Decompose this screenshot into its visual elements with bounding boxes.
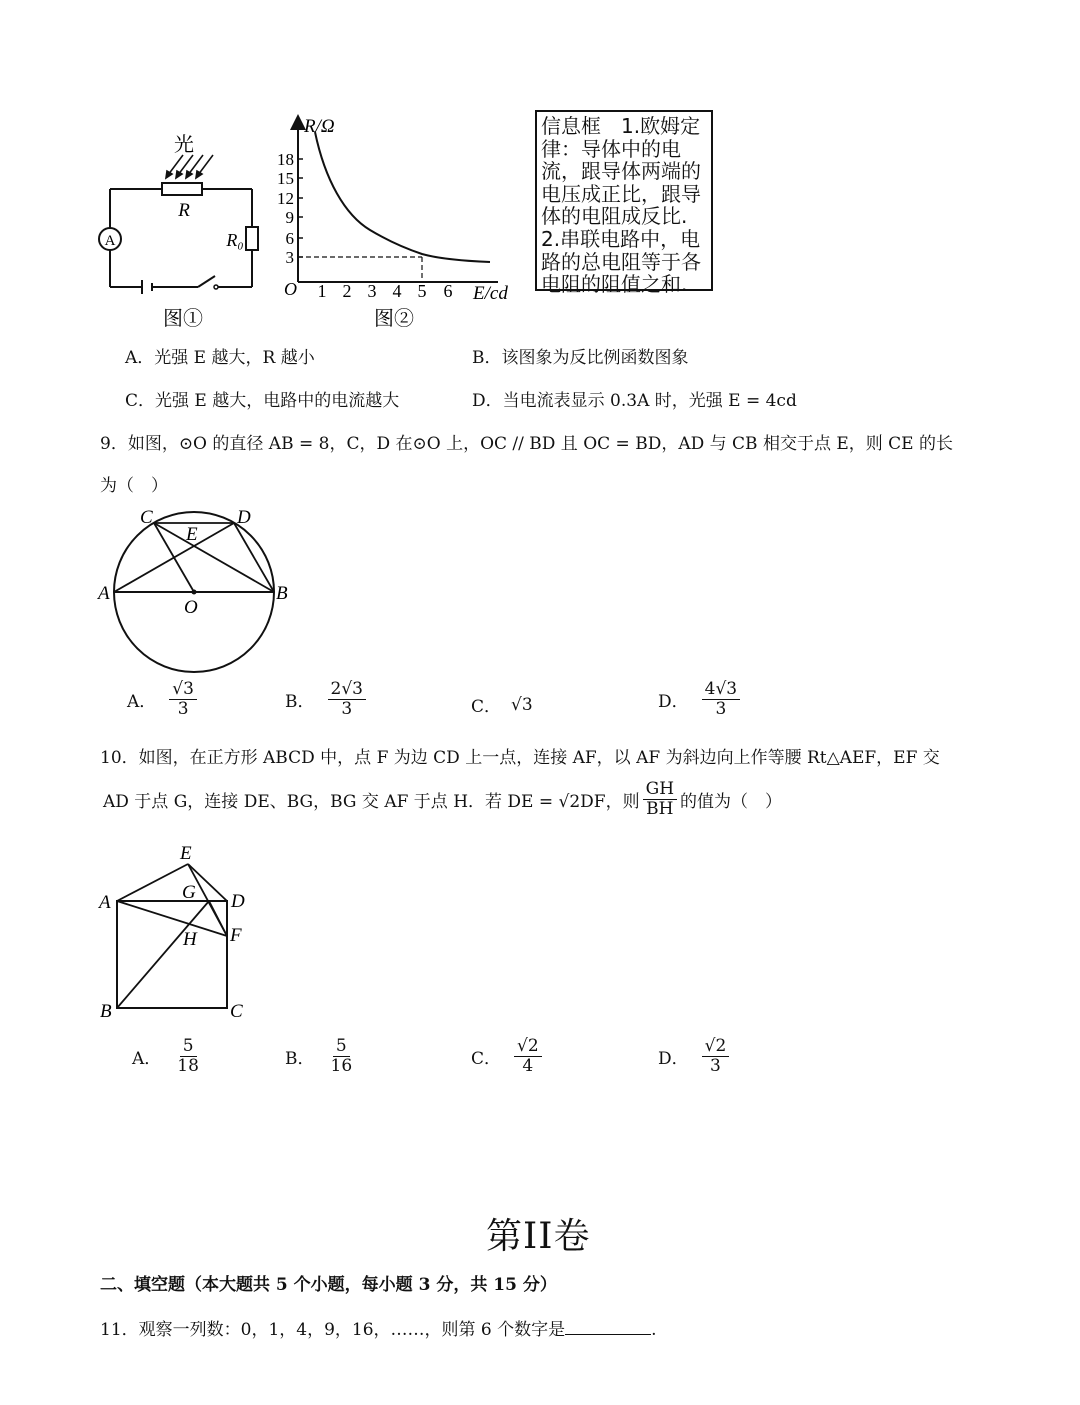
q10-option-a: [132, 1037, 205, 1075]
label-a: A: [98, 583, 110, 604]
section-title: 第II卷: [486, 1216, 591, 1257]
y-tick: 12: [277, 189, 294, 208]
option-letter: D．: [658, 1048, 689, 1069]
x-tick: 2: [342, 281, 352, 301]
option-letter: A．: [132, 1048, 162, 1069]
q8-option-c: C．光强 E 越大，电路中的电流越大: [125, 391, 400, 411]
q10-stem-line1: 10．如图，在正方形 ABCD 中，点 F 为边 CD 上一点，连接 AF，以 AF 为斜边向上作等腰 Rt△AEF，EF 交: [100, 748, 940, 768]
option-denominator: 3: [710, 1055, 721, 1076]
label-d: D: [231, 891, 245, 912]
fixed-resistor: [246, 227, 258, 250]
info-box-text: 信息框 1.欧姆定律：导体中的电流，跟导体两端的电压成正比，跟导体的电阻成反比. 2.串联电路中，电路的总电阻等于各电阻的阻值之和.: [541, 114, 701, 297]
segment-bg: [117, 901, 209, 1008]
option-letter: C．: [471, 697, 502, 717]
option-denominator: 3: [341, 698, 353, 719]
option-letter: B．: [285, 691, 315, 712]
q9-option-c: [471, 692, 533, 717]
label-h: H: [183, 929, 197, 950]
ammeter-label: A: [104, 233, 116, 249]
label-a: A: [99, 892, 111, 913]
option-denominator: 18: [177, 1055, 199, 1076]
label-b: B: [276, 583, 288, 604]
option-letter: A．: [127, 691, 157, 712]
q10-option-c: [471, 1037, 545, 1075]
q10-option-b: [285, 1037, 358, 1075]
x-tick: 5: [417, 281, 427, 301]
option-numerator: 4√3: [702, 680, 740, 700]
option-denominator: 3: [177, 698, 189, 719]
r-curve: [315, 132, 490, 262]
option-numerator: 5: [180, 1037, 197, 1057]
y-tick: 15: [277, 169, 294, 188]
label-d: D: [237, 507, 251, 528]
y-axis-label: R/Ω: [304, 116, 335, 137]
q11-text: 11．观察一列数：0，1，4，9，16，……，则第 6 个数字是: [100, 1320, 566, 1340]
light-arrows-icon: [166, 155, 213, 178]
light-label: 光: [174, 134, 194, 156]
switch-icon: [198, 276, 215, 287]
r0-label: R₀: [226, 230, 244, 250]
q9-option-d: [658, 680, 743, 718]
ratio-denominator: BH: [646, 798, 674, 819]
fig1-caption: 图①: [163, 308, 203, 330]
y-tick: 3: [285, 248, 294, 267]
label-c: C: [140, 507, 153, 528]
segment-bd: [234, 523, 274, 592]
label-b: B: [100, 1001, 112, 1022]
q9-option-b: [285, 680, 369, 718]
option-letter: C．: [471, 1048, 502, 1069]
q9-stem-line2: 为（ ）: [100, 476, 168, 496]
option-numerator: √2: [702, 1037, 730, 1057]
q10-square-figure: [95, 838, 265, 1023]
x-tick: 1: [317, 281, 327, 301]
x-tick: 3: [367, 281, 377, 301]
q11-stem: [100, 1315, 657, 1340]
option-numerator: √2: [514, 1037, 542, 1057]
q9-option-a: [127, 680, 200, 718]
q8-option-b: B．该图象为反比例函数图象: [472, 348, 689, 368]
option-letter: D．: [658, 691, 689, 712]
square-abcd: [117, 901, 227, 1008]
circuit-figure: [95, 130, 270, 330]
option-numerator: √3: [169, 680, 197, 700]
chord-cb: [154, 523, 274, 592]
info-box: [535, 110, 713, 297]
label-g: G: [182, 882, 196, 903]
x-tick: 4: [392, 281, 402, 301]
photoresistor: [162, 183, 202, 195]
label-e: E: [186, 524, 198, 545]
label-o: O: [184, 597, 198, 618]
origin-label: O: [284, 279, 297, 299]
q10-stem-line2: [103, 780, 782, 818]
q9-circle-figure: [95, 502, 295, 682]
option-denominator: 4: [522, 1055, 534, 1076]
section-heading: 二、填空题（本大题共 5 个小题，每小题 3 分，共 15 分）: [100, 1275, 557, 1295]
option-numerator: 5: [333, 1037, 350, 1057]
answer-blank[interactable]: [565, 1320, 651, 1335]
r-label: R: [178, 200, 190, 221]
q8-option-d: D．当电流表显示 0.3A 时，光强 E = 4cd: [472, 391, 797, 411]
q10-line2-pre: AD 于点 G，连接 DE、BG，BG 交 AF 于点 H．若 DE = √2DF，则: [103, 791, 640, 812]
option-numerator: 2√3: [328, 680, 366, 700]
option-value: √3: [511, 694, 533, 715]
x-axis-label: E/cd: [473, 283, 508, 304]
resistance-graph: [270, 110, 525, 332]
label-c: C: [230, 1001, 243, 1022]
label-f: F: [230, 925, 242, 946]
label-e: E: [180, 843, 192, 864]
option-denominator: 3: [715, 698, 727, 719]
segment-ae: [117, 864, 188, 901]
y-tick: 6: [285, 229, 294, 248]
ratio-numerator: GH: [643, 780, 677, 800]
q8-option-a: A．光强 E 越大，R 越小: [125, 348, 315, 368]
option-denominator: 16: [330, 1055, 353, 1076]
y-tick: 18: [277, 150, 294, 169]
q10-option-d: [658, 1037, 732, 1075]
q11-end: .: [651, 1320, 657, 1340]
q10-line2-post: 的值为（ ）: [680, 791, 783, 812]
q9-stem-line1: 9．如图，⊙O 的直径 AB = 8，C，D 在⊙O 上，OC // BD 且 OC = BD，AD 与 CB 相交于点 E，则 CE 的长: [100, 434, 953, 454]
option-letter: B．: [285, 1048, 315, 1069]
y-tick: 9: [285, 208, 294, 227]
x-tick: 6: [443, 281, 453, 301]
fig2-caption: 图②: [374, 308, 414, 330]
